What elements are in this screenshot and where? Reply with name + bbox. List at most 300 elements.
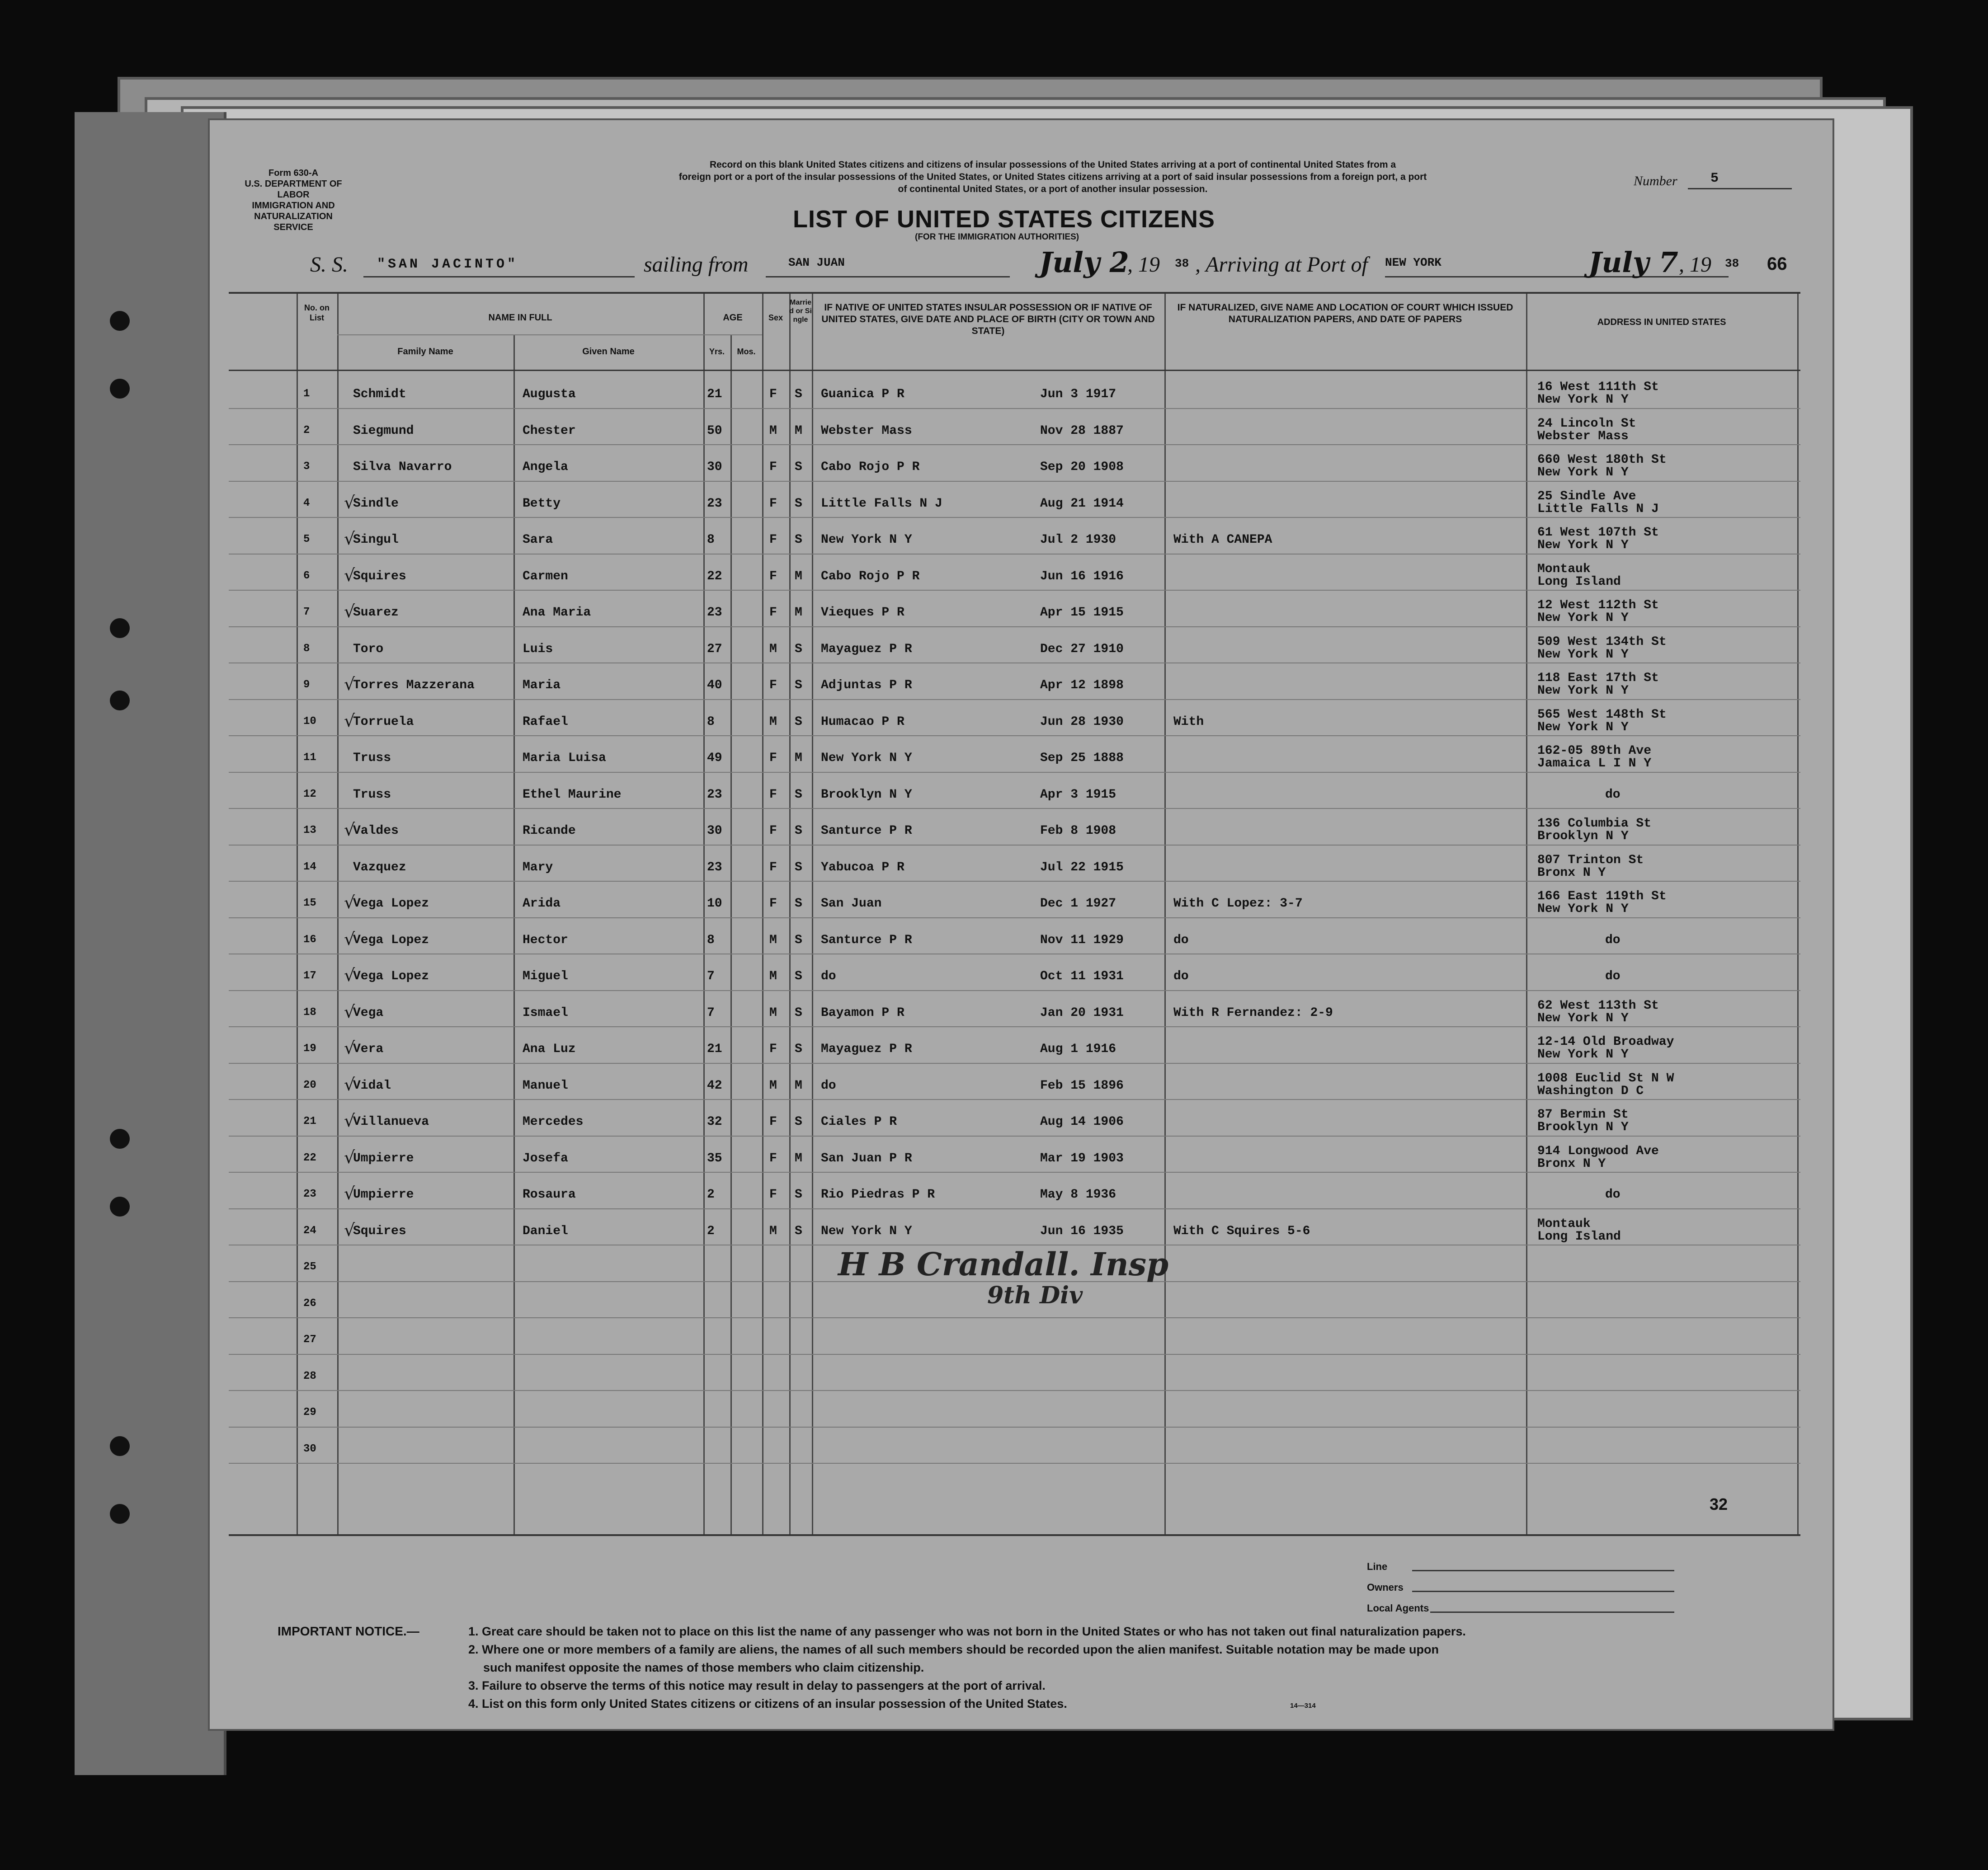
marital-status: M (795, 751, 802, 765)
row-rule (229, 1099, 1800, 1100)
address-line-2: New York N Y (1537, 1011, 1629, 1025)
row-number: 11 (303, 752, 316, 764)
sex: F (769, 897, 777, 911)
ship-name: "SAN JACINTO" (377, 257, 518, 272)
column-rule (762, 294, 763, 1534)
given-name: Sara (523, 533, 553, 547)
sailing-from-port: SAN JUAN (788, 256, 845, 269)
marital-status: S (795, 824, 802, 838)
department-name: U.S. DEPARTMENT OF LABOR (245, 179, 342, 200)
age-years: 2 (707, 1188, 715, 1202)
sex: F (769, 606, 777, 620)
address-line-2: Bronx N Y (1537, 865, 1606, 880)
given-name: Luis (523, 642, 553, 656)
marital-status: S (795, 533, 802, 547)
check-mark: √ (344, 1147, 355, 1167)
row-number: 25 (303, 1261, 316, 1273)
birth-date: Mar 19 1903 (1040, 1151, 1124, 1165)
row-number: 19 (303, 1043, 316, 1055)
sex: M (769, 1078, 777, 1093)
marital-status: S (795, 642, 802, 656)
age-years: 21 (707, 387, 722, 401)
row-rule (229, 626, 1800, 627)
marital-status: S (795, 496, 802, 511)
marital-status: M (795, 569, 802, 583)
age-years: 50 (707, 423, 722, 438)
address-line-1: Montauk (1537, 562, 1591, 576)
row-rule (229, 699, 1800, 700)
row-rule (229, 917, 1800, 918)
row-rule (229, 881, 1800, 882)
check-mark: √ (344, 820, 355, 840)
header-rule (229, 370, 1800, 371)
row-rule (229, 845, 1800, 846)
address-line-1: 914 Longwood Ave (1537, 1144, 1659, 1158)
row-rule (229, 590, 1800, 591)
marital-status: S (795, 714, 802, 729)
row-number: 21 (303, 1115, 316, 1128)
birth-date: Jul 22 1915 (1040, 860, 1124, 874)
address-line-2: Jamaica L I N Y (1537, 756, 1652, 771)
sex: F (769, 751, 777, 765)
page-number: 32 (1710, 1495, 1728, 1513)
birth-place: Mayaguez P R (821, 642, 912, 656)
check-mark: √ (344, 565, 355, 585)
column-rule (703, 294, 705, 1534)
check-mark: √ (344, 1111, 355, 1131)
given-name: Mary (523, 860, 553, 874)
notice-item-3: 3. Failure to observe the terms of this notice may result in delay to passengers at the port of arrival. (468, 1679, 1046, 1692)
header-rule (337, 334, 762, 335)
notice-item-4: 4. List on this form only United States citizens or citizens of an insular possession of the United States. (468, 1697, 1067, 1710)
birth-date: Feb 15 1896 (1040, 1078, 1124, 1093)
address-line-1: 565 West 148th St (1537, 707, 1667, 722)
sex: F (769, 460, 777, 474)
given-name: Manuel (523, 1078, 568, 1093)
birth-place: Santurce P R (821, 933, 912, 947)
address-line-2: New York N Y (1537, 720, 1629, 734)
row-rule (229, 1354, 1800, 1355)
age-years: 30 (707, 824, 722, 838)
marital-status: S (795, 1115, 802, 1129)
birth-date: Feb 8 1908 (1040, 824, 1116, 838)
age-years: 23 (707, 860, 722, 874)
sailing-underline (766, 276, 1010, 277)
birth-place: San Juan (821, 897, 882, 911)
sex: F (769, 787, 777, 802)
row-number: 13 (303, 824, 316, 836)
marital-status: M (795, 1078, 802, 1093)
given-name: Chester (523, 423, 576, 438)
family-name: Vidal (353, 1078, 391, 1093)
punch-hole (110, 1504, 130, 1524)
header-age: AGE (723, 313, 743, 323)
birth-place: Guanica P R (821, 387, 904, 401)
arrival-date: July 7 (1588, 246, 1678, 279)
sex: F (769, 1188, 777, 1202)
birth-place: Rio Piedras P R (821, 1188, 935, 1202)
row-number: 16 (303, 933, 316, 946)
address-line-1: do (1605, 933, 1621, 947)
naturalization-info: With (1173, 714, 1204, 729)
punch-hole (110, 618, 130, 638)
instruction-line: foreign port or a port of the insular possessions of the United States, or United States citizens arriving at a port of said insular possessions from a foreign port, a port (678, 172, 1427, 182)
birth-place: Cabo Rojo P R (821, 569, 920, 583)
sailing-label: sailing from (644, 253, 749, 277)
punch-hole (110, 311, 130, 331)
given-name: Ismael (523, 1005, 568, 1020)
marital-status: S (795, 1188, 802, 1202)
birth-place: Brooklyn N Y (821, 787, 912, 802)
address-line-2: New York N Y (1537, 465, 1629, 479)
family-name: Vega Lopez (353, 897, 429, 911)
sex: M (769, 969, 777, 983)
row-number: 29 (303, 1406, 316, 1419)
address-line-1: 118 East 17th St (1537, 671, 1659, 685)
line-label: Line (1367, 1561, 1388, 1572)
age-years: 7 (707, 1005, 715, 1020)
marital-status: S (795, 1042, 802, 1056)
age-years: 8 (707, 714, 715, 729)
birth-place: Santurce P R (821, 824, 912, 838)
row-rule (229, 1172, 1800, 1173)
given-name: Miguel (523, 969, 568, 983)
marital-status: S (795, 860, 802, 874)
birth-date: Apr 3 1915 (1040, 787, 1116, 802)
given-name: Ana Maria (523, 606, 591, 620)
sex: F (769, 1151, 777, 1165)
row-rule (229, 1427, 1800, 1428)
row-rule (229, 772, 1800, 773)
row-number: 6 (303, 569, 310, 582)
family-name: Villanueva (353, 1115, 429, 1129)
row-rule (229, 1317, 1800, 1318)
sex: M (769, 714, 777, 729)
address-line-2: Little Falls N J (1537, 502, 1659, 516)
birth-place: Mayaguez P R (821, 1042, 912, 1056)
check-mark: √ (344, 893, 355, 912)
check-mark: √ (344, 1038, 355, 1058)
address-line-2: Brooklyn N Y (1537, 1120, 1629, 1134)
header-family-name: Family Name (397, 347, 453, 357)
address-line-1: 24 Lincoln St (1537, 416, 1636, 431)
column-rule (789, 294, 791, 1534)
marital-status: S (795, 897, 802, 911)
address-line-2: Washington D C (1537, 1084, 1644, 1098)
check-mark: √ (344, 674, 355, 694)
marital-status: S (795, 1224, 802, 1238)
birth-place: Webster Mass (821, 423, 912, 438)
row-rule (229, 1026, 1800, 1027)
owners-label: Owners (1367, 1582, 1404, 1593)
family-name: Valdes (353, 824, 399, 838)
marital-status: S (795, 460, 802, 474)
age-years: 23 (707, 496, 722, 511)
sex: F (769, 824, 777, 838)
given-name: Rosaura (523, 1188, 576, 1202)
instruction-line: Record on this blank United States citizens and citizens of insular possessions of the United States arriving at a port of continental United States from a (709, 160, 1396, 170)
row-rule (229, 1208, 1800, 1209)
given-name: Daniel (523, 1224, 568, 1238)
address-line-1: 25 Sindle Ave (1537, 489, 1636, 503)
departure-year: 38 (1175, 257, 1189, 270)
row-number: 20 (303, 1079, 316, 1091)
naturalization-info: With C Squires 5-6 (1173, 1224, 1310, 1238)
punch-hole (110, 1436, 130, 1456)
age-years: 35 (707, 1151, 722, 1165)
manifest-sheet (208, 118, 1834, 1731)
row-number: 27 (303, 1334, 316, 1346)
birth-place: do (821, 1078, 836, 1093)
row-rule (229, 444, 1800, 445)
address-line-1: do (1605, 1188, 1621, 1202)
row-rule (229, 808, 1800, 809)
address-line-1: 660 West 180th St (1537, 453, 1667, 467)
column-rule (337, 294, 339, 1534)
family-name: Squires (353, 1224, 406, 1238)
arrival-port: NEW YORK (1385, 256, 1442, 269)
form-instructions (506, 159, 1600, 195)
family-name: Truss (353, 751, 391, 765)
birth-date: Oct 11 1931 (1040, 969, 1124, 983)
header-no-on-list: No. on List (304, 303, 330, 322)
line-underline (1412, 1570, 1674, 1571)
address-line-2: New York N Y (1537, 538, 1629, 552)
birth-date: Dec 1 1927 (1040, 897, 1116, 911)
form-header-block (241, 168, 345, 233)
instruction-line: of continental United States, or a port of another insular possession. (898, 184, 1208, 194)
age-years: 27 (707, 642, 722, 656)
family-name: Singul (353, 533, 399, 547)
check-mark: √ (344, 601, 355, 621)
address-line-1: 166 East 119th St (1537, 889, 1667, 903)
given-name: Maria Luisa (523, 751, 606, 765)
address-line-1: 1008 Euclid St N W (1537, 1071, 1674, 1085)
row-number: 7 (303, 606, 310, 618)
header-years: Yrs. (709, 347, 725, 356)
birth-date: Jun 16 1935 (1040, 1224, 1124, 1238)
sex: F (769, 1042, 777, 1056)
row-rule (229, 735, 1800, 736)
marital-status: S (795, 787, 802, 802)
birth-place: New York N Y (821, 751, 912, 765)
family-name: Toro (353, 642, 384, 656)
sex: F (769, 569, 777, 583)
row-rule (229, 1136, 1800, 1137)
address-line-2: Bronx N Y (1537, 1156, 1606, 1171)
address-line-1: 62 West 113th St (1537, 998, 1659, 1013)
birth-place: Little Falls N J (821, 496, 942, 511)
naturalization-info: do (1173, 969, 1189, 983)
birth-date: Jun 28 1930 (1040, 714, 1124, 729)
age-years: 42 (707, 1078, 722, 1093)
inspector-signature: H B Crandall. Insp (838, 1245, 1169, 1283)
punch-hole (110, 1197, 130, 1217)
row-rule (229, 481, 1800, 482)
departure-year-prefix: , 19 (1127, 253, 1160, 277)
marital-status: S (795, 387, 802, 401)
sex: F (769, 1115, 777, 1129)
birth-date: Dec 27 1910 (1040, 642, 1124, 656)
birth-date: Aug 14 1906 (1040, 1115, 1124, 1129)
row-number: 12 (303, 788, 316, 800)
address-line-2: Long Island (1537, 574, 1621, 589)
check-mark: √ (344, 529, 355, 549)
address-line-2: New York N Y (1537, 647, 1629, 662)
birth-date: Apr 15 1915 (1040, 606, 1124, 620)
sex: F (769, 678, 777, 692)
given-name: Mercedes (523, 1115, 584, 1129)
arrival-year-prefix: , 19 (1679, 253, 1711, 277)
family-name: Vega Lopez (353, 933, 429, 947)
birth-date: Jul 2 1930 (1040, 533, 1116, 547)
check-mark: √ (344, 492, 355, 512)
row-number: 1 (303, 388, 310, 400)
notice-item-2: 2. Where one or more members of a family are aliens, the names of all such members should be recorded upon the alien manifest. Suitable notation may be made upon (468, 1643, 1439, 1656)
birth-date: Apr 12 1898 (1040, 678, 1124, 692)
marital-status: S (795, 969, 802, 983)
owners-underline (1412, 1591, 1674, 1592)
birth-place: Humacao P R (821, 714, 904, 729)
check-mark: √ (344, 1220, 355, 1240)
given-name: Maria (523, 678, 561, 692)
age-years: 21 (707, 1042, 722, 1056)
page-title: LIST OF UNITED STATES CITIZENS (793, 206, 1215, 233)
birth-place: Cabo Rojo P R (821, 460, 920, 474)
marital-status: S (795, 1005, 802, 1020)
row-number: 18 (303, 1006, 316, 1019)
check-mark: √ (344, 710, 355, 731)
age-years: 7 (707, 969, 715, 983)
sex: M (769, 1224, 777, 1238)
number-underline (1688, 188, 1792, 189)
address-line-1: 12 West 112th St (1537, 598, 1659, 612)
birth-date: Nov 11 1929 (1040, 933, 1124, 947)
family-name: Umpierre (353, 1188, 414, 1202)
given-name: Josefa (523, 1151, 568, 1165)
sex: F (769, 387, 777, 401)
family-name: Vega Lopez (353, 969, 429, 983)
row-number: 15 (303, 897, 316, 909)
header-birth-info: IF NATIVE OF UNITED STATES INSULAR POSSESSION OR IF NATIVE OF UNITED STATES, GIVE DATE AND PLACE OF BIRTH (CITY OR TOWN AND STATE) (821, 302, 1155, 336)
sex: M (769, 642, 777, 656)
row-number: 5 (303, 533, 310, 545)
birth-place: New York N Y (821, 533, 912, 547)
birth-date: Jan 20 1931 (1040, 1005, 1124, 1020)
given-name: Rafael (523, 714, 568, 729)
check-mark: √ (344, 1074, 355, 1095)
row-number: 23 (303, 1188, 316, 1200)
family-name: Torruela (353, 714, 414, 729)
age-years: 32 (707, 1115, 722, 1129)
naturalization-info: With R Fernandez: 2-9 (1173, 1005, 1333, 1020)
page-subtitle: (FOR THE IMMIGRATION AUTHORITIES) (915, 232, 1079, 242)
row-rule (229, 1390, 1800, 1391)
address-line-2: Webster Mass (1537, 429, 1629, 443)
address-line-1: 16 West 111th St (1537, 380, 1659, 394)
check-mark: √ (344, 1184, 355, 1203)
address-line-1: 807 Trinton St (1537, 853, 1644, 867)
address-line-1: Montauk (1537, 1217, 1591, 1231)
address-line-1: 162-05 89th Ave (1537, 744, 1652, 758)
birth-date: Nov 28 1887 (1040, 423, 1124, 438)
row-number: 26 (303, 1297, 316, 1310)
birth-date: May 8 1936 (1040, 1188, 1116, 1202)
birth-date: Aug 21 1914 (1040, 496, 1124, 511)
number-value: 5 (1710, 171, 1719, 186)
family-name: Truss (353, 787, 391, 802)
address-line-2: New York N Y (1537, 393, 1629, 407)
row-number: 24 (303, 1224, 316, 1237)
birth-date: Aug 1 1916 (1040, 1042, 1116, 1056)
column-rule (1164, 294, 1166, 1534)
family-name: Squires (353, 569, 406, 583)
age-years: 23 (707, 606, 722, 620)
age-years: 23 (707, 787, 722, 802)
row-number: 14 (303, 860, 316, 873)
header-name-in-full: NAME IN FULL (488, 313, 552, 323)
row-rule (229, 517, 1800, 518)
given-name: Carmen (523, 569, 568, 583)
naturalization-info: With A CANEPA (1173, 533, 1272, 547)
given-name: Betty (523, 496, 561, 511)
column-rule (812, 294, 813, 1534)
row-number: 3 (303, 460, 310, 473)
row-number: 9 (303, 679, 310, 691)
family-name: Siegmund (353, 423, 414, 438)
birth-place: San Juan P R (821, 1151, 912, 1165)
sex: F (769, 533, 777, 547)
family-name: Vega (353, 1005, 384, 1020)
sex: F (769, 860, 777, 874)
row-number: 22 (303, 1151, 316, 1164)
birth-place: Adjuntas P R (821, 678, 912, 692)
service-name: IMMIGRATION AND NATURALIZATION SERVICE (252, 201, 335, 232)
family-name: Torres Mazzerana (353, 678, 475, 692)
check-mark: √ (344, 929, 355, 949)
family-name: Sindle (353, 496, 399, 511)
age-years: 22 (707, 569, 722, 583)
address-line-2: Brooklyn N Y (1537, 829, 1629, 843)
address-line-1: 87 Bermin St (1537, 1108, 1629, 1122)
sex: F (769, 496, 777, 511)
naturalization-info: With C Lopez: 3-7 (1173, 897, 1303, 911)
marital-status: M (795, 423, 802, 438)
address-line-1: do (1605, 969, 1621, 983)
row-number: 28 (303, 1370, 316, 1382)
naturalization-info: do (1173, 933, 1189, 947)
birth-date: Jun 3 1917 (1040, 387, 1116, 401)
notice-item-2-continued: such manifest opposite the names of those members who claim citizenship. (483, 1661, 924, 1674)
address-line-1: 61 West 107th St (1537, 526, 1659, 540)
birth-place: Yabucoa P R (821, 860, 904, 874)
notice-heading: IMPORTANT NOTICE.— (278, 1624, 419, 1638)
form-id: Form 630-A (268, 168, 319, 178)
passenger-table (229, 292, 1800, 1536)
birth-date: Sep 20 1908 (1040, 460, 1124, 474)
local-agents-label: Local Agents (1367, 1602, 1429, 1614)
age-years: 2 (707, 1224, 715, 1238)
row-rule (229, 990, 1800, 991)
header-months: Mos. (737, 347, 756, 356)
ship-underline (363, 276, 635, 277)
row-rule (229, 1463, 1800, 1464)
family-name: Schmidt (353, 387, 406, 401)
local-agents-underline (1430, 1612, 1674, 1613)
header-address: ADDRESS IN UNITED STATES (1597, 317, 1726, 327)
address-line-2: New York N Y (1537, 902, 1629, 916)
birth-date: Jun 16 1916 (1040, 569, 1124, 583)
